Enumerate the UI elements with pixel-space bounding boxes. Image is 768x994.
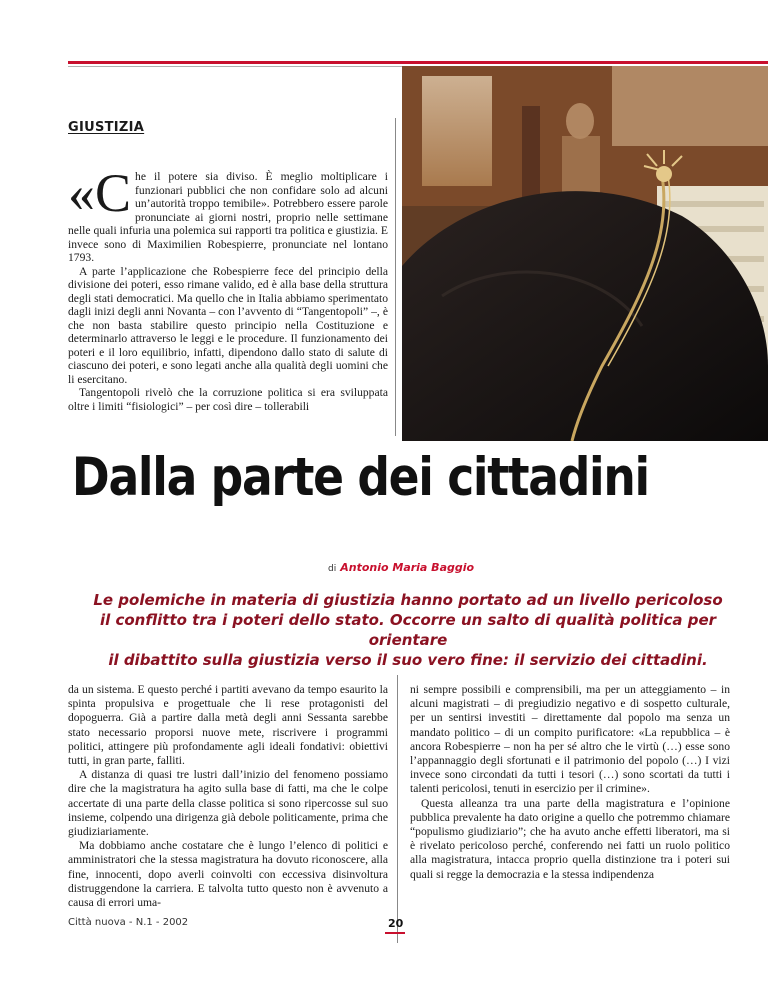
byline xyxy=(328,561,474,574)
top-red-rule xyxy=(68,61,768,64)
body-paragraph: Questa alleanza tra una parte della magistratura e l’opinione pubblica prevalente ha dato origine a quello che potremmo chiamare “populismo giudiziario”; che ha avuto anche effetti liberatori, ma si è rivelato pericoloso perché, conferendo nei fatti un ruolo politico alla magistratura, intacca proprio quella distinzione tra i poteri sui quali si regge la democrazia e la stessa indipendenza xyxy=(410,796,730,881)
section-label: GIUSTIZIA xyxy=(68,120,145,135)
subhead-line: Le polemiche in materia di giustizia hanno portato ad un livello pericoloso xyxy=(93,591,723,609)
column-divider-top xyxy=(395,118,396,436)
intro-paragraph: A parte l’applicazione che Robespierre fece del principio della divisione dei poteri, esso rimane valido, ed è alla base della struttura degli stati democratici. Ma quello che in Italia abbiamo sperimentato dagli inizi degli anni Novanta – con l’avvento di “Tangentopoli” –, è che non basta stabilire questo principio nella Costituzione e determinarlo attraverso le leggi e le procedure. Il funzionamento dei poteri e il loro equilibrio, infatti, dipendono dallo stato di salute di ciascuno dei poteri, e sono legati anche alla qualità degli uomini che li esercitano. xyxy=(68,264,388,386)
body-column-left xyxy=(68,683,388,910)
drop-cap: «C xyxy=(68,163,132,223)
subhead-line: il conflitto tra i poteri dello stato. Occorre un salto di qualità politica per orientare xyxy=(99,611,717,649)
subhead-line: il dibattito sulla giustizia verso il suo vero fine: il servizio dei cittadini. xyxy=(108,651,708,669)
body-column-right xyxy=(410,683,730,882)
body-paragraph: da un sistema. E questo perché i partiti avevano da tempo esaurito la spinta propulsiva e progettuale che li rese protagonisti del dopoguerra. Già a partire dalla metà degli anni Sessanta sarebbe stato necessario proporsi nuove mete, riscrivere i programmi politici, attingere più profondamente agli ideali fondativi: obiettivi tutti, in gran parte, falliti. xyxy=(68,683,388,768)
page-number: 20 xyxy=(388,917,404,930)
intro-paragraph: «Che il potere sia diviso. È meglio moltiplicare i funzionari pubblici che non confidare solo ad alcuni un’autorità troppo temibile». Potrebbero essere parole pronunciate ai giorni nostri, proprio nelle settimane nelle quali infuria una polemica sui rapporti tra politica e giustizia. E invece sono di Maximilien Robespierre, pronunciate nel lontano 1793. xyxy=(68,163,388,264)
author-name: Antonio Maria Baggio xyxy=(340,561,475,574)
byline-prefix: di xyxy=(328,564,337,574)
intro-text xyxy=(68,163,388,413)
article-headline: Dalla parte dei cittadini xyxy=(71,447,649,508)
column-divider-bottom xyxy=(397,675,398,943)
body-paragraph: ni sempre possibili e comprensibili, ma per un atteggiamento – in alcuni magistrati – di pregiudizio negativo e di sospetto culturale, per un sentirsi investiti – direttamente dal popolo ma senza un mandato politico – di un compito purificatore: «La repubblica – è ancora Robespierre – non ha per sé altro che le virtù (…) esse sono l’appannaggio degli sfortunati e il patrimonio del popolo (…) I vizi invece sono circondati da tutti i tesori (…) sono scortati da tutti i talenti pericolosi, tenuti in esercizio per il crimine». xyxy=(410,683,730,796)
publication-footer: Città nuova - N.1 - 2002 xyxy=(68,917,189,928)
photo-illustration xyxy=(402,66,768,441)
body-paragraph: Ma dobbiamo anche costatare che è lungo l’elenco di politici e amministratori che la stessa magistratura ha dovuto riconoscere, alla fine, innocenti, dopo averli coinvolti con eccessiva disinvoltura distruggendone la carriera. E talvolta tutto questo non è avvenuto a causa di errori uma- xyxy=(68,839,388,910)
intro-paragraph: Tangentopoli rivelò che la corruzione politica si era sviluppata oltre i limiti “fisiologici” – per così dire – tollerabili xyxy=(68,386,388,413)
body-paragraph: A distanza di quasi tre lustri dall’inizio del fenomeno possiamo dire che la magistratura ha agito sulla base di fatti, ma che le colpe accertate di una parte della classe politica si sono ripercosse sul suo insieme, colpendo una dirigenza già debole politicamente, prima che giudiziariamente. xyxy=(68,768,388,839)
article-subhead xyxy=(68,590,748,670)
judge-robe-photo xyxy=(402,66,768,441)
page-number-rule xyxy=(385,932,405,934)
